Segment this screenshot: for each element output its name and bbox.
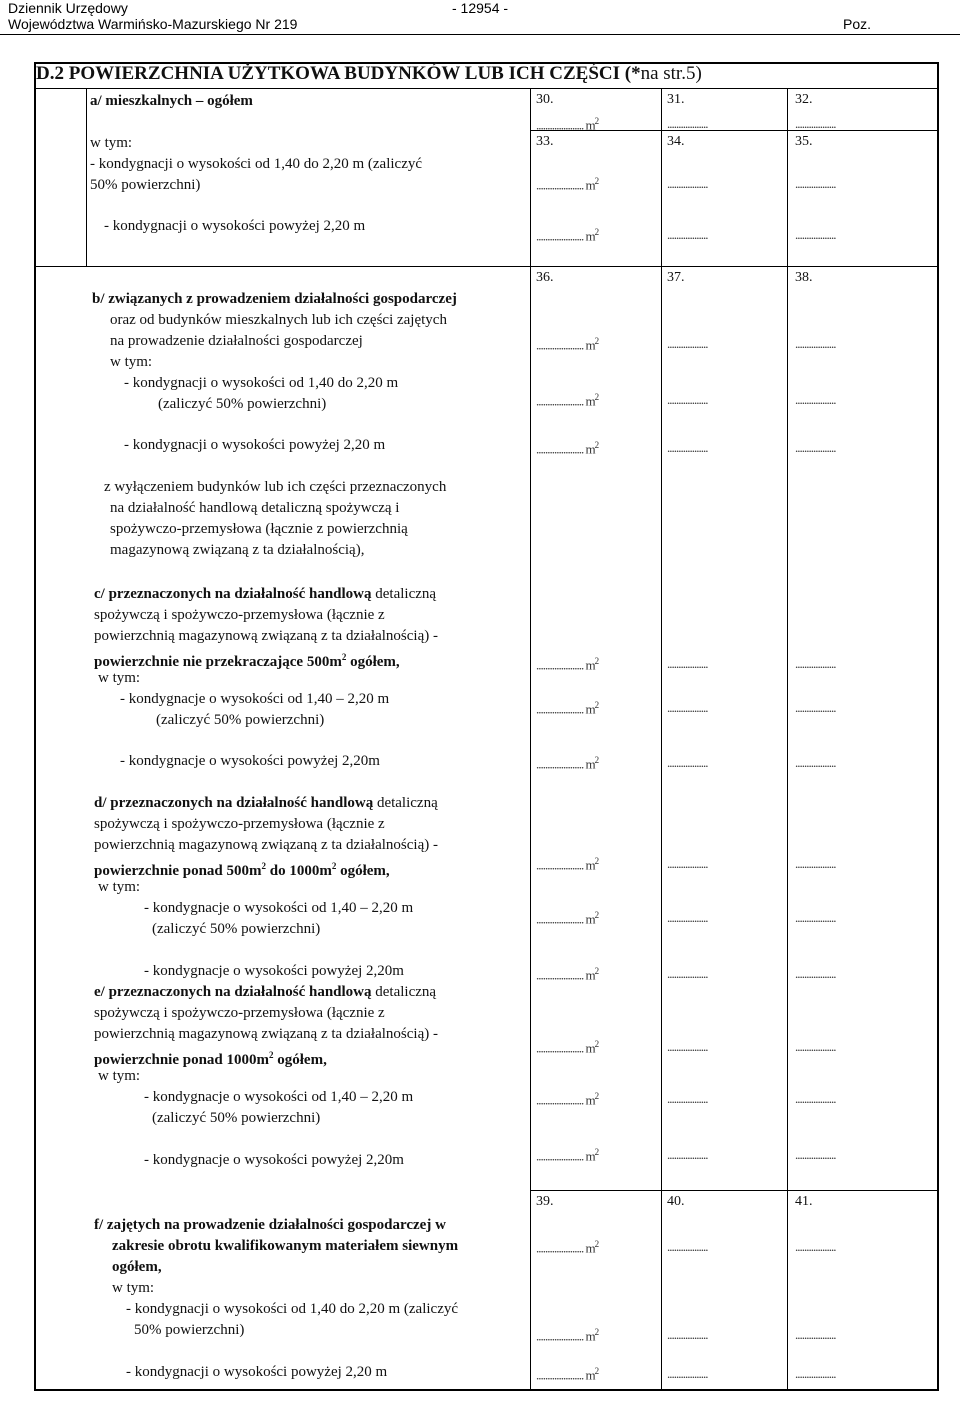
label-f-seed: f/ zajętych na prowadzenie działalności gospodarczej w: [94, 1217, 446, 1233]
column-input-dots[interactable]: ..................: [795, 1366, 836, 1381]
column-input-dots[interactable]: ..................: [667, 755, 708, 770]
column-input-dots[interactable]: ..................: [795, 1147, 836, 1162]
label-f-k1: - kondygnacji o wysokości od 1,40 do 2,20 m (zaliczyć: [126, 1301, 459, 1317]
area-input-m2[interactable]: ..................... $m^2$: [536, 856, 599, 873]
field-41: 41.: [795, 1194, 813, 1209]
field-33: 33.: [536, 134, 554, 149]
label-f-wtym: w tym:: [112, 1280, 155, 1296]
column-input-dots[interactable]: ..................: [667, 1039, 708, 1054]
label-b-ex4: magazynową związaną z ta działalnością),: [110, 542, 365, 558]
position-label: Poz.: [843, 16, 872, 32]
label-a-k2: - kondygnacji o wysokości powyżej 2,20 m: [104, 218, 366, 234]
label-b-k1-b: (zaliczyć 50% powierzchni): [158, 396, 327, 412]
column-input-dots[interactable]: ..................: [795, 116, 836, 131]
label-e-l4: powierzchnie ponad $1000m^2$ ogółem,: [94, 1050, 327, 1068]
label-e-wtym: w tym:: [98, 1068, 141, 1084]
label-e-k1-b: (zaliczyć 50% powierzchni): [152, 1110, 321, 1126]
label-f-k1-b: 50% powierzchni): [134, 1322, 245, 1338]
column-line-2: [661, 88, 662, 1391]
area-input-m2[interactable]: ..................... $m^2$: [536, 1091, 599, 1108]
label-c-l3: powierzchnią magazynową związaną z ta działalnością) -: [94, 628, 438, 644]
column-input-dots[interactable]: ..................: [795, 656, 836, 671]
field-30: 30.: [536, 92, 554, 107]
label-c-k2: - kondygnacje o wysokości powyżej 2,20m: [120, 753, 380, 769]
column-input-dots[interactable]: ..................: [667, 1147, 708, 1162]
column-input-dots[interactable]: ..................: [795, 1239, 836, 1254]
column-input-dots[interactable]: ..................: [667, 700, 708, 715]
column-line-1: [530, 88, 531, 1391]
label-e-l2: spożywczą i spożywczo-przemysłowa (łącznie z: [94, 1005, 385, 1021]
area-input-m2[interactable]: ..................... $m^2$: [536, 336, 599, 353]
area-input-m2[interactable]: ..................... $m^2$: [536, 656, 599, 673]
field-35: 35.: [795, 134, 813, 149]
label-e-retail: e/ przeznaczonych na działalność handlową detaliczną: [94, 984, 437, 1000]
column-input-dots[interactable]: ..................: [795, 176, 836, 191]
label-d-retail: d/ przeznaczonych na działalność handlową detaliczną: [94, 795, 438, 811]
label-b-ex3: spożywczo-przemysłowa (łącznie z powierzchnią: [110, 521, 408, 537]
field-38: 38.: [795, 270, 813, 285]
area-input-m2[interactable]: ..................... $m^2$: [536, 700, 599, 717]
label-c-k1-b: (zaliczyć 50% powierzchni): [156, 712, 325, 728]
area-input-m2[interactable]: ..................... $m^2$: [536, 1147, 599, 1164]
column-input-dots[interactable]: ..................: [667, 176, 708, 191]
header-divider: [0, 34, 960, 35]
row-divider-f: [530, 1190, 939, 1191]
label-a-residential: a/ mieszkalnych – ogółem: [90, 93, 253, 109]
area-input-m2[interactable]: ..................... $m^2$: [536, 1239, 599, 1256]
column-input-dots[interactable]: ..................: [667, 656, 708, 671]
column-input-dots[interactable]: ..................: [795, 1327, 836, 1342]
journal-subtitle: Województwa Warmińsko-Mazurskiego Nr 219: [8, 16, 298, 32]
label-e-k2: - kondygnacje o wysokości powyżej 2,20m: [144, 1152, 404, 1168]
label-f-l3: ogółem,: [112, 1259, 162, 1275]
column-line-3: [787, 88, 788, 1391]
column-input-dots[interactable]: ..................: [667, 392, 708, 407]
label-d-k2: - kondygnacje o wysokości powyżej 2,20m: [144, 963, 404, 979]
field-40: 40.: [667, 1194, 685, 1209]
label-a-k1: - kondygnacji o wysokości od 1,40 do 2,20 m (zaliczyć: [90, 156, 423, 172]
column-input-dots[interactable]: ..................: [795, 856, 836, 871]
column-input-dots[interactable]: ..................: [795, 336, 836, 351]
column-input-dots[interactable]: ..................: [795, 966, 836, 981]
area-input-m2[interactable]: ..................... $m^2$: [536, 910, 599, 927]
label-d-l4: powierzchnie ponad $500m^2$ do $1000m^2$ ogółem,: [94, 861, 390, 879]
column-input-dots[interactable]: ..................: [667, 440, 708, 455]
label-d-l3: powierzchnią magazynową związaną z ta działalnością) -: [94, 837, 438, 853]
label-a-k1-b: 50% powierzchni): [90, 177, 201, 193]
label-c-l4: powierzchnie nie przekraczające $500m^2$ ogółem,: [94, 652, 400, 670]
label-b-business: b/ związanych z prowadzeniem działalności gospodarczej: [92, 291, 457, 307]
column-input-dots[interactable]: ..................: [795, 700, 836, 715]
label-e-l3: powierzchnią magazynową związaną z ta działalnością) -: [94, 1026, 438, 1042]
label-d-l2: spożywczą i spożywczo-przemysłowa (łącznie z: [94, 816, 385, 832]
area-input-m2[interactable]: ..................... $m^2$: [536, 392, 599, 409]
column-input-dots[interactable]: ..................: [795, 392, 836, 407]
area-input-m2[interactable]: ..................... $m^2$: [536, 440, 599, 457]
label-d-wtym: w tym:: [98, 879, 141, 895]
area-input-m2[interactable]: ..................... $m^2$: [536, 755, 599, 772]
area-input-m2[interactable]: ..................... $m^2$: [536, 227, 599, 244]
area-input-m2[interactable]: ..................... $m^2$: [536, 1366, 599, 1383]
field-31: 31.: [667, 92, 685, 107]
label-b-wtym: w tym:: [110, 354, 153, 370]
title-divider: [34, 88, 939, 89]
left-margin-line: [86, 88, 87, 266]
column-input-dots[interactable]: ..................: [795, 440, 836, 455]
page-number: - 12954 -: [452, 0, 509, 16]
column-input-dots[interactable]: ..................: [667, 910, 708, 925]
field-37: 37.: [667, 270, 685, 285]
label-b-l3: na prowadzenie działalności gospodarczej: [110, 333, 363, 349]
label-c-retail: c/ przeznaczonych na działalność handlową detaliczną: [94, 586, 437, 602]
column-input-dots[interactable]: ..................: [667, 966, 708, 981]
column-input-dots[interactable]: ..................: [667, 116, 708, 131]
area-input-m2[interactable]: ..................... $m^2$: [536, 1039, 599, 1056]
label-b-k2: - kondygnacji o wysokości powyżej 2,20 m: [124, 437, 386, 453]
field-34: 34.: [667, 134, 685, 149]
area-input-m2[interactable]: ..................... $m^2$: [536, 176, 599, 193]
section-title: D.2 POWIERZCHNIA UŻYTKOWA BUDYNKÓW LUB ICH CZĘŚCI (*na str.5): [36, 63, 702, 84]
label-b-l2: oraz od budynków mieszkalnych lub ich części zajętych: [110, 312, 447, 328]
column-input-dots[interactable]: ..................: [667, 1239, 708, 1254]
column-input-dots[interactable]: ..................: [667, 1366, 708, 1381]
column-input-dots[interactable]: ..................: [795, 1039, 836, 1054]
label-d-k1-b: (zaliczyć 50% powierzchni): [152, 921, 321, 937]
column-input-dots[interactable]: ..................: [667, 1327, 708, 1342]
column-input-dots[interactable]: ..................: [667, 856, 708, 871]
column-input-dots[interactable]: ..................: [795, 755, 836, 770]
column-input-dots[interactable]: ..................: [667, 227, 708, 242]
area-input-m2[interactable]: ..................... $m^2$: [536, 1327, 599, 1344]
column-input-dots[interactable]: ..................: [795, 910, 836, 925]
column-input-dots[interactable]: ..................: [667, 1091, 708, 1106]
field-39: 39.: [536, 1194, 554, 1209]
field-36: 36.: [536, 270, 554, 285]
area-input-m2[interactable]: ..................... $m^2$: [536, 116, 599, 133]
journal-title: Dziennik Urzędowy: [8, 0, 128, 16]
label-b-ex2: na działalność handlową detaliczną spożywczą i: [110, 500, 400, 516]
area-input-m2[interactable]: ..................... $m^2$: [536, 966, 599, 983]
label-f-k2: - kondygnacji o wysokości powyżej 2,20 m: [126, 1364, 388, 1380]
label-b-ex1: z wyłączeniem budynków lub ich części przeznaczonych: [104, 479, 447, 495]
label-b-k1: - kondygnacji o wysokości od 1,40 do 2,20 m: [124, 375, 399, 391]
label-c-wtym: w tym:: [98, 670, 141, 686]
column-input-dots[interactable]: ..................: [667, 336, 708, 351]
label-e-k1: - kondygnacje o wysokości od 1,40 – 2,20 m: [144, 1089, 414, 1105]
label-f-l2: zakresie obrotu kwalifikowanym materiałem siewnym: [112, 1238, 459, 1254]
label-d-k1: - kondygnacje o wysokości od 1,40 – 2,20 m: [144, 900, 414, 916]
label-a-wtym: w tym:: [90, 135, 133, 151]
row-divider-a: [34, 266, 939, 267]
column-input-dots[interactable]: ..................: [795, 227, 836, 242]
label-c-k1: - kondygnacje o wysokości od 1,40 – 2,20 m: [120, 691, 390, 707]
field-32: 32.: [795, 92, 813, 107]
label-c-l2: spożywczą i spożywczo-przemysłowa (łącznie z: [94, 607, 385, 623]
column-input-dots[interactable]: ..................: [795, 1091, 836, 1106]
